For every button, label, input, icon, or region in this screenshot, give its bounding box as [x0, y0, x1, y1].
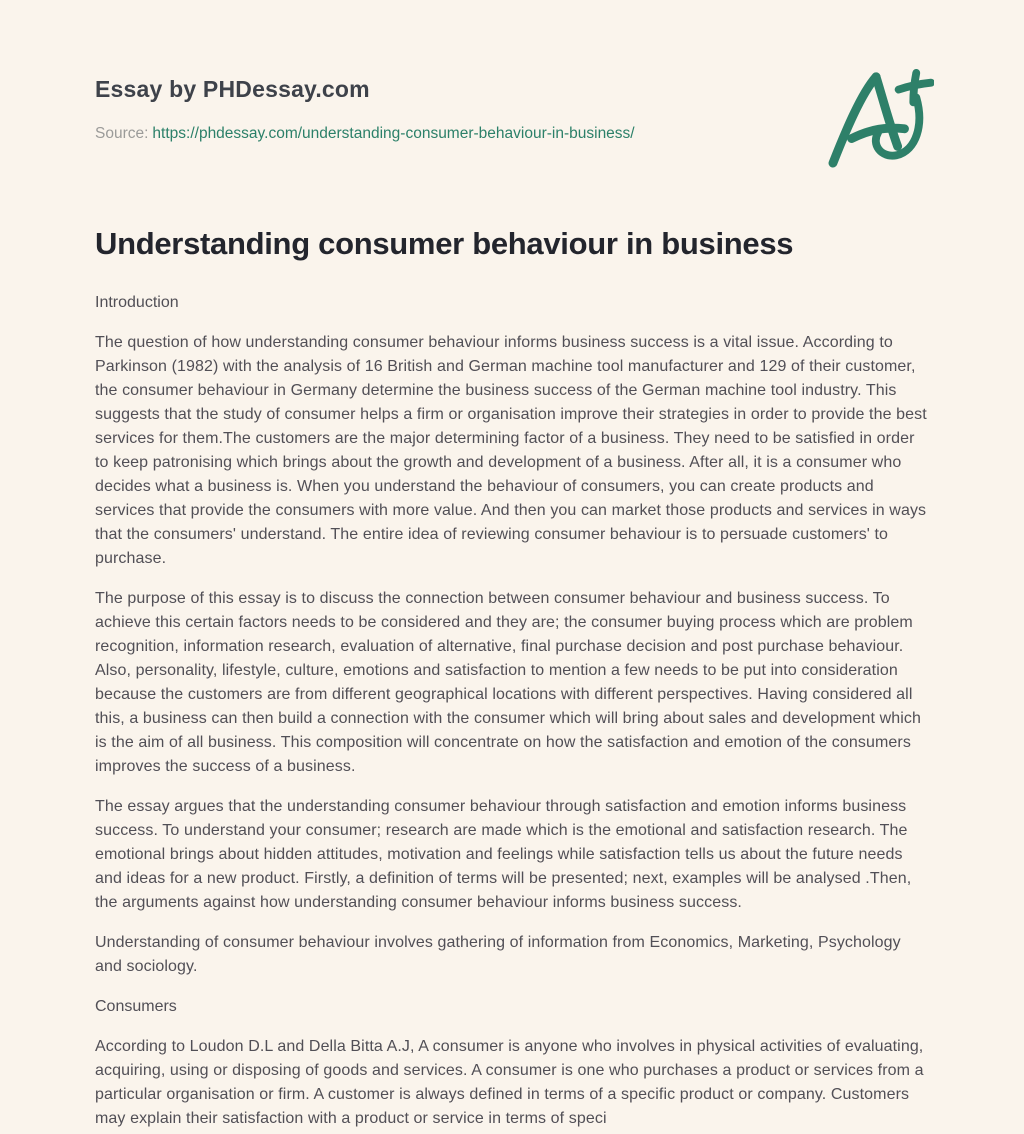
source-url-link[interactable]: https://phdessay.com/understanding-consumer-behaviour-in-business/ [152, 125, 635, 142]
paragraph: The question of how understanding consumer behaviour informs business success is a vital issue. According to Parkinson (1982) with the analysis of 16 British and German machine tool manufacturer and 129 of their customer, the consumer behaviour in Germany determine the business success of the German machine tool industry. This suggests that the study of consumer helps a firm or organisation improve their strategies in order to provide the best services for them.The customers are the major determining factor of a business. They need to be satisfied in order to keep patronising which brings about the growth and development of a business. After all, it is a consumer who decides what a business is. When you understand the behaviour of consumers, you can create products and services that provide the consumers with more value. And then you can market those products and services in ways that the consumers' understand. The entire idea of reviewing consumer behaviour is to persuade customers' to purchase. [95, 333, 927, 567]
section-heading-introduction: Introduction [95, 293, 179, 311]
byline: Essay by PHDessay.com [95, 76, 370, 102]
paragraph: The purpose of this essay is to discuss the connection between consumer behaviour and business success. To achieve this certain factors needs to be considered and they are; the consumer buying process which are problem recognition, information research, evaluation of alternative, final purchase decision and post purchase behaviour. Also, personality, lifestyle, culture, emotions and satisfaction to mention a few needs to be put into consideration because the customers are from different geographical locations with different perspectives. Having considered all this, a business can then build a connection with the consumer which will bring about sales and development which is the aim of all business. This composition will concentrate on how the satisfaction and emotion of the consumers improves the success of a business. [95, 589, 921, 775]
paragraph: Understanding of consumer behaviour involves gathering of information from Economics, Marketing, Psychology and sociology. [95, 933, 901, 975]
source-label: Source: [95, 125, 149, 142]
source-line [95, 125, 635, 143]
article-body [95, 291, 930, 1131]
paragraph: The essay argues that the understanding consumer behaviour through satisfaction and emotion informs business success. To understand your consumer; research are made which is the emotional and satisfaction research. The emotional brings about hidden attitudes, motivation and feelings while satisfaction tells us about the future needs and ideas for a new product. Firstly, a definition of terms will be presented; next, examples will be analysed .Then, the arguments against how understanding consumer behaviour informs business success. [95, 797, 912, 911]
section-heading-consumers: Consumers [95, 997, 177, 1015]
page-title: Understanding consumer behaviour in business [95, 226, 794, 261]
phdessay-a-plus-logo-icon [826, 68, 934, 168]
page-header [95, 68, 930, 168]
paragraph: According to Loudon D.L and Della Bitta A.J, A consumer is anyone who involves in physical activities of evaluating, acquiring, using or disposing of goods and services. A consumer is one who purchases a product or services from a particular organisation or firm. A customer is always defined in terms of a specific product or company. Customers may explain their satisfaction with a product or service in terms of speci [95, 1037, 924, 1127]
header-text-block [95, 68, 635, 143]
